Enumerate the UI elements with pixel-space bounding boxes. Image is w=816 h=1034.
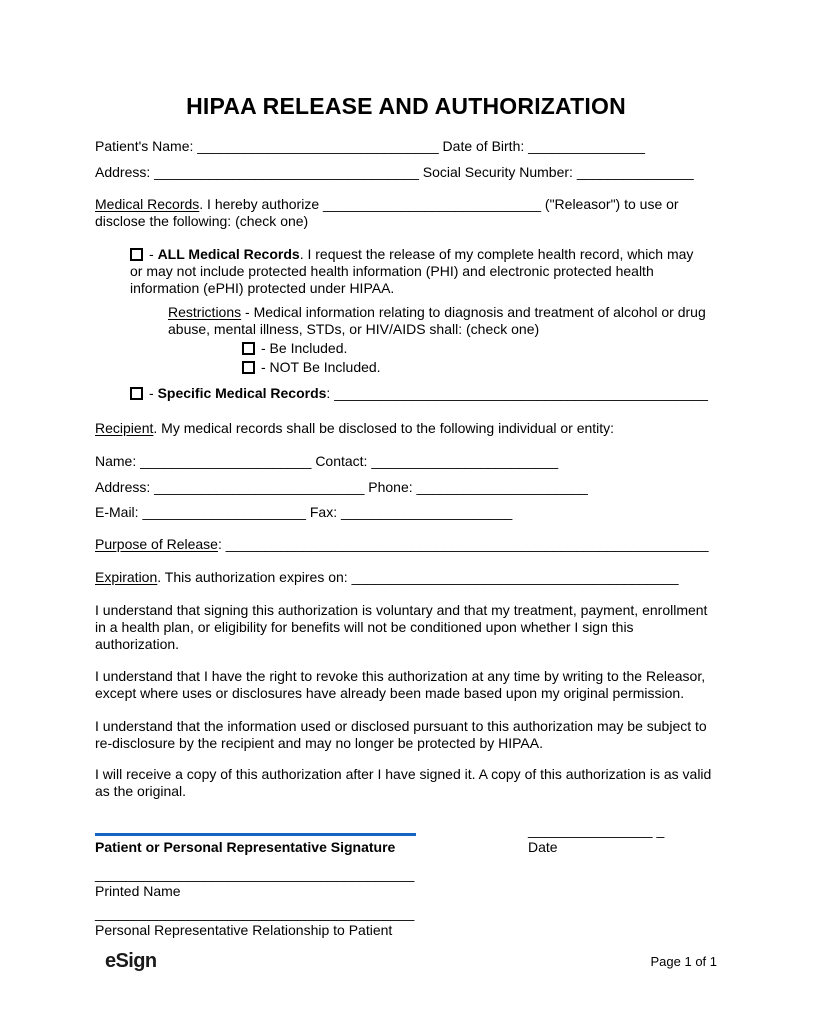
signature-line[interactable] [95,833,416,836]
restrictions-block [168,304,713,338]
patient-address-row [95,164,717,181]
restrictions-heading: Restrictions [168,304,242,320]
all-records-dash: - [149,246,158,262]
checkbox-not-be-included[interactable] [242,361,255,374]
expiration-heading: Expiration [95,569,158,585]
revoke-paragraph: I understand that I have the right to revoke this authorization at any time by writing to the Releasor, except where uses or disclosures have already been made based upon my original permission. [95,668,706,701]
checkbox-specific-medical-records[interactable] [130,387,143,400]
checkbox-all-medical-records[interactable] [130,248,143,261]
date-column [528,822,664,856]
recipient-email-label: E-Mail: [95,504,139,520]
expiration-row [95,569,717,586]
address-label: Address: [95,164,151,180]
purpose-field[interactable]: ______________________________________________________________ [225,536,709,552]
all-medical-records-block [130,246,704,297]
signature-block [95,822,717,856]
recipient-email-row [95,504,717,521]
purpose-row [95,536,717,553]
not-be-included-label: - NOT Be Included. [261,359,381,375]
patient-name-row [95,138,717,155]
be-included-option [242,340,717,357]
signature-label: Patient or Personal Representative Signature [95,839,396,855]
date-label: Date [528,839,558,855]
specific-records-field[interactable]: ________________________________________________ [334,385,708,401]
not-be-included-option [242,359,717,376]
recipient-text: . My medical records shall be disclosed to the following individual or entity: [153,420,615,436]
recipient-heading: Recipient [95,420,154,436]
checkbox-be-included[interactable] [242,342,255,355]
patient-name-label: Patient's Name: [95,138,194,154]
signature-column [95,822,416,856]
date-field[interactable]: ________________ _ [528,822,665,838]
redisclosure-paragraph: I understand that the information used or disclosed pursuant to this authorization may be subject to re-disclosure by the recipient and may no longer be protected by HIPAA. [95,718,707,751]
form-document [95,0,717,970]
printed-name-label: Printed Name [95,883,181,899]
be-included-label: - Be Included. [261,340,348,356]
medical-records-text: . I hereby authorize [199,196,320,212]
copy-paragraph: I will receive a copy of this authorization after I have signed it. A copy of this authorization is as valid as the original. [95,766,712,799]
all-records-label: ALL Medical Records [157,246,300,262]
all-records-text: . I request the release of my complete health record, which may or may not include protected health information (PHI) and electronic protected health information (ePHI) protected under HIPAA. [130,246,694,296]
recipient-email-field[interactable]: _____________________ [142,504,306,520]
recipient-address-row [95,479,717,496]
patient-name-field[interactable]: _______________________________ [197,138,439,154]
specific-medical-records-row [130,385,708,402]
recipient-address-field[interactable]: ___________________________ [154,479,365,495]
recipient-phone-field[interactable]: ______________________ [416,479,588,495]
recipient-phone-label: Phone: [368,479,413,495]
relationship-field[interactable]: _________________________________________ [95,905,415,921]
recipient-name-field[interactable]: ______________________ [140,453,312,469]
recipient-paragraph [95,420,717,437]
ssn-field[interactable]: _______________ [576,164,694,180]
ssn-label: Social Security Number: [422,164,573,180]
specific-records-dash: - [149,385,158,401]
page-footer [95,950,717,972]
esign-logo: eSign [105,950,157,972]
printed-name-block [95,866,717,900]
expiration-field[interactable]: __________________________________________ [351,569,679,585]
medical-records-paragraph [95,196,717,230]
medical-records-heading: Medical Records [95,196,200,212]
recipient-name-label: Name: [95,453,137,469]
voluntary-paragraph: I understand that signing this authorization is voluntary and that my treatment, payment, enrollment in a health plan, or eligibility for benefits will not be conditioned upon whether I sign this authorization. [95,602,708,652]
expiration-text: . This authorization expires on: [157,569,348,585]
dob-label: Date of Birth: [442,138,525,154]
relationship-label: Personal Representative Relationship to Patient [95,922,393,938]
recipient-fax-label: Fax: [309,504,338,520]
specific-records-colon: : [326,385,331,401]
medical-records-text-after: ("Releasor") to use or disclose the following: (check one) [95,196,679,229]
recipient-address-label: Address: [95,479,151,495]
address-field[interactable]: __________________________________ [154,164,419,180]
page-title: HIPAA RELEASE AND AUTHORIZATION [186,93,626,119]
purpose-heading: Purpose of Release [95,536,218,552]
restrictions-text: - Medical information relating to diagnosis and treatment of alcohol or drug abuse, mental illness, STDs, or HIV/AIDS shall: (check one) [168,304,706,337]
printed-name-field[interactable]: _________________________________________ [95,866,415,882]
page-number: Page 1 of 1 [650,954,717,969]
purpose-colon: : [217,536,222,552]
recipient-contact-field[interactable]: ________________________ [371,453,559,469]
recipient-name-row [95,453,717,470]
recipient-fax-field[interactable]: ______________________ [340,504,513,520]
specific-records-label: Specific Medical Records [157,385,327,401]
dob-field[interactable]: _______________ [528,138,645,154]
releasor-field[interactable]: ____________________________ [323,196,542,212]
relationship-block [95,905,717,939]
recipient-contact-label: Contact: [315,453,368,469]
